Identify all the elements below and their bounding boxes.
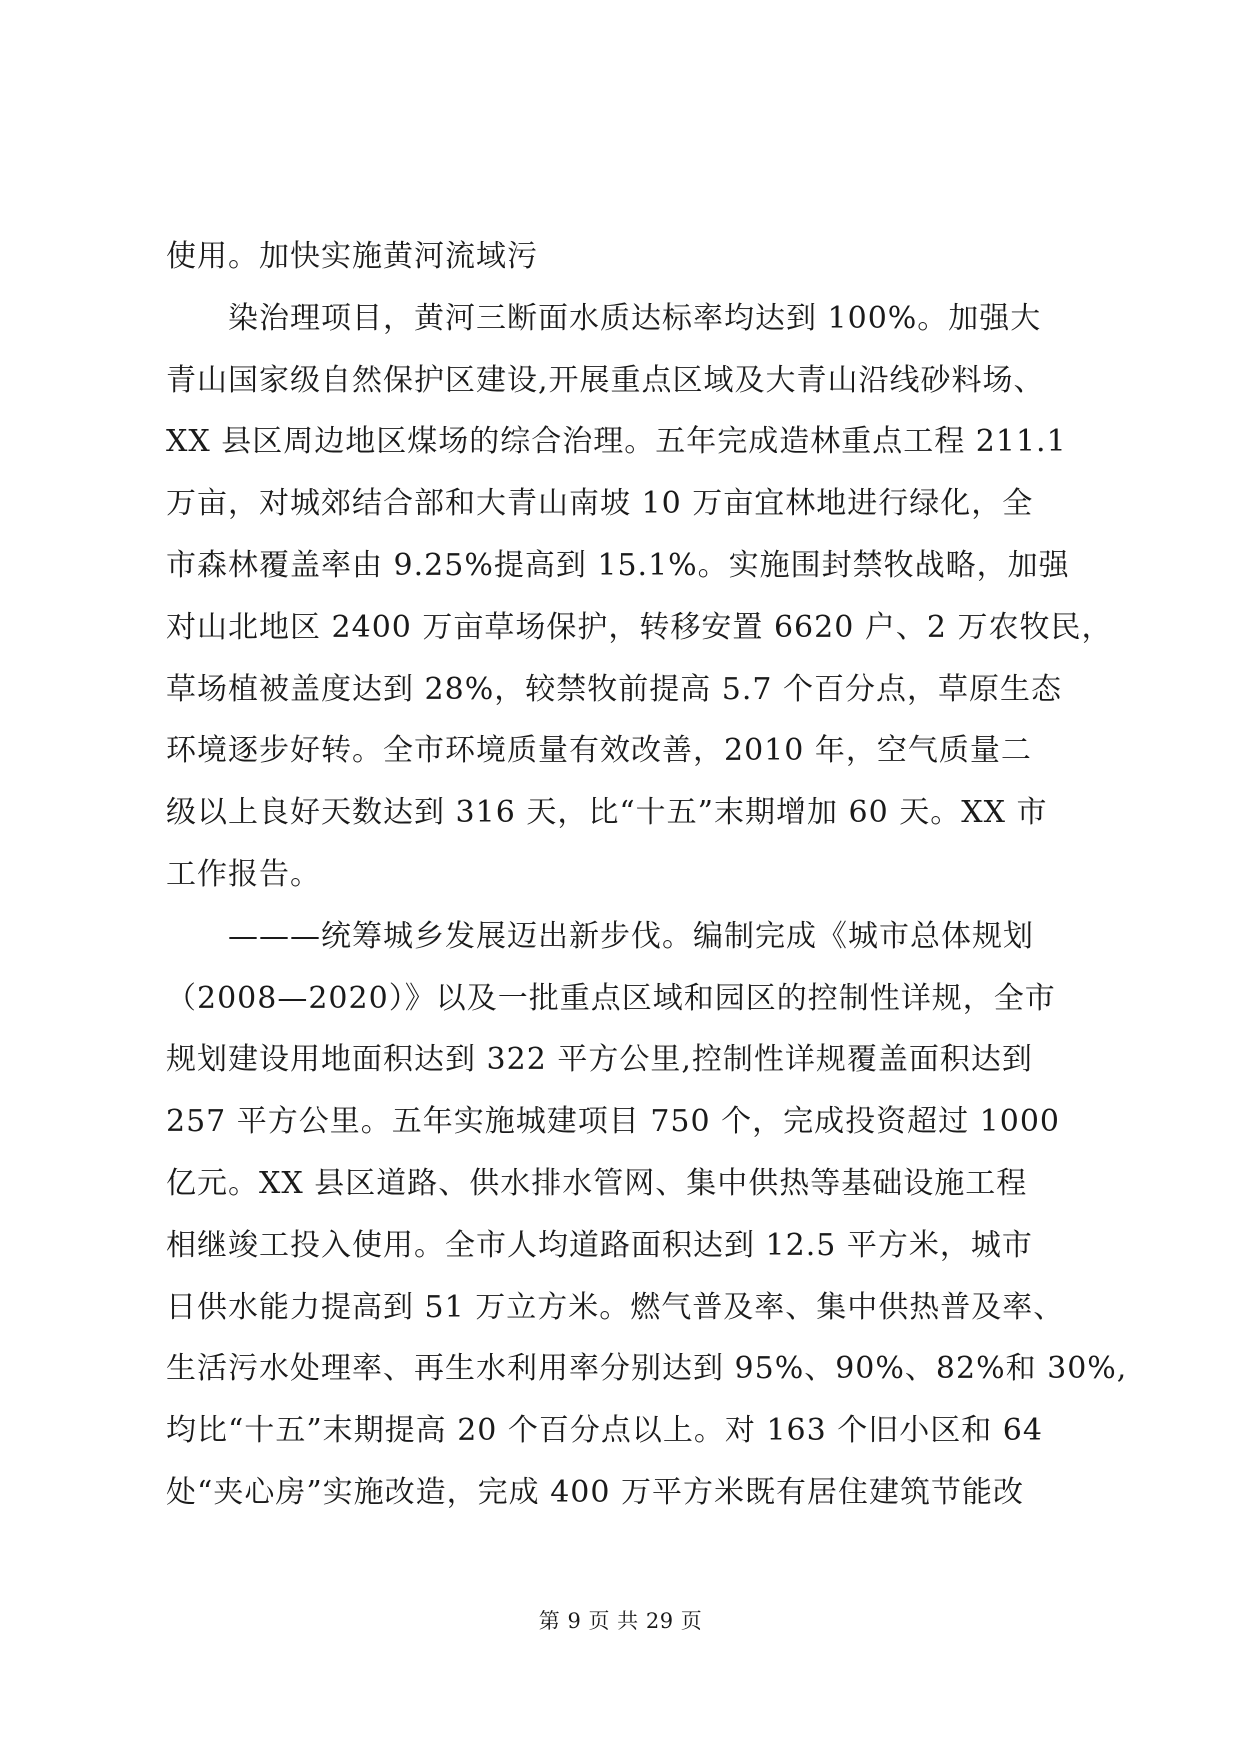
text-line: 市森林覆盖率由 9.25%提高到 15.1%。实施围封禁牧战略，加强 [166,547,1070,583]
text-line: 日供水能力提高到 51 万立方米。燃气普及率、集中供热普及率、 [166,1289,1065,1325]
text-line: 对山北地区 2400 万亩草场保护，转移安置 6620 户、2 万农牧民， [166,609,1113,645]
text-line: 级以上良好天数达到 316 天，比“十五”末期增加 60 天。XX 市 [166,795,1048,831]
text-line: 环境逐步好转。全市环境质量有效改善，2010 年，空气质量二 [166,733,1032,769]
text-line: 工作报告。 [166,856,321,892]
text-line: 染治理项目，黄河三断面水质达标率均达到 100%。加强大 [228,300,1042,336]
text-line: 均比“十五”末期提高 20 个百分点以上。对 163 个旧小区和 64 [166,1413,1043,1449]
text-line: 规划建设用地面积达到 322 平方公里,控制性详规覆盖面积达到 [166,1042,1033,1078]
text-line: 相继竣工投入使用。全市人均道路面积达到 12.5 平方米，城市 [166,1227,1033,1263]
text-line: 草场植被盖度达到 28%，较禁牧前提高 5.7 个百分点，草原生态 [166,671,1062,707]
text-line: 万亩，对城郊结合部和大青山南坡 10 万亩宜林地进行绿化，全 [166,486,1034,522]
text-line: ———统筹城乡发展迈出新步伐。编制完成《城市总体规划 [228,918,1034,954]
page-number-footer: 第 9 页 共 29 页 [538,1609,703,1633]
text-line: XX 县区周边地区煤场的综合治理。五年完成造林重点工程 211.1 [166,424,1067,460]
text-line: 257 平方公里。五年实施城建项目 750 个，完成投资超过 1000 [166,1104,1061,1140]
text-line: 青山国家级自然保护区建设,开展重点区域及大青山沿线砂料场、 [166,362,1045,398]
body-text [166,226,1126,1524]
text-line: 使用。加快实施黄河流域污 [166,239,538,274]
text-line: 生活污水处理率、再生水利用率分别达到 95%、90%、82%和 30%, [166,1351,1128,1387]
text-line: （2008—2020）》以及一批重点区域和园区的控制性详规，全市 [166,980,1056,1016]
text-line: 处“夹心房”实施改造，完成 400 万平方米既有居住建筑节能改 [166,1474,1025,1510]
text-line: 亿元。XX 县区道路、供水排水管网、集中供热等基础设施工程 [166,1165,1028,1201]
